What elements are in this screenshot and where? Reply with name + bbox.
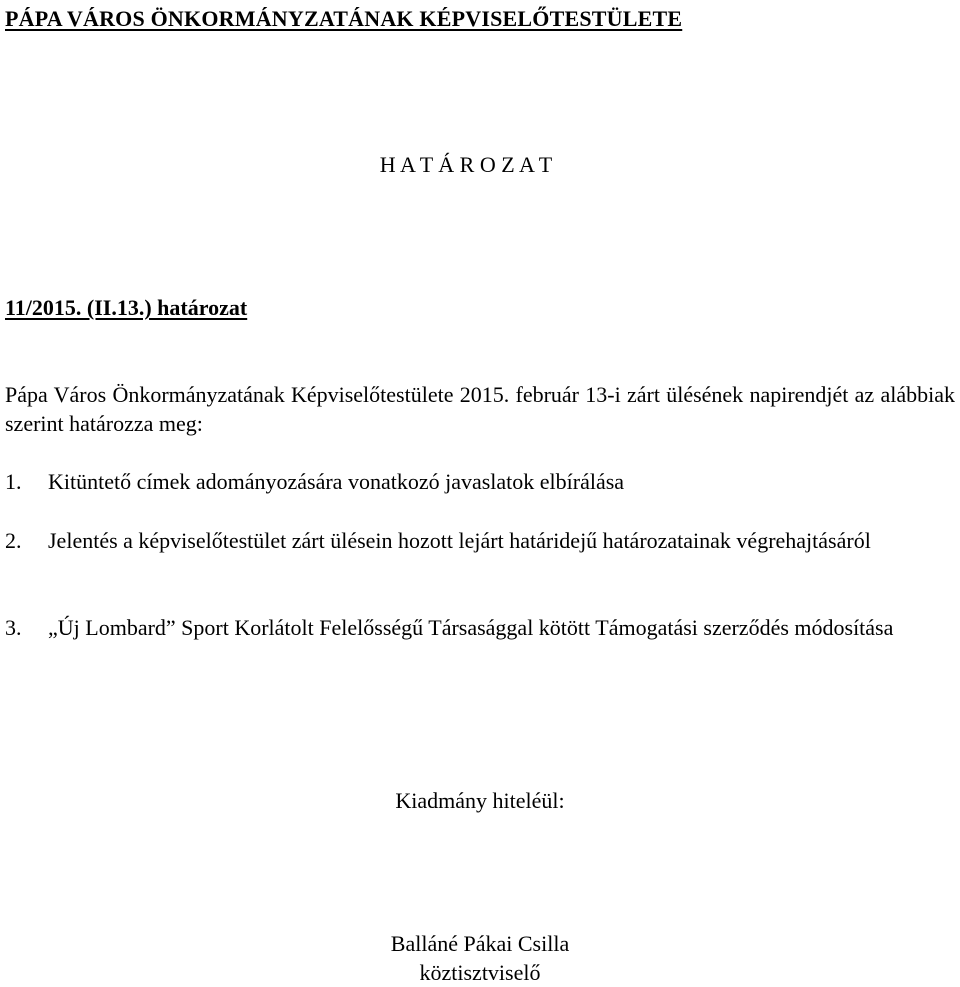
agenda-item-number: 3.: [5, 615, 22, 640]
agenda-item: [5, 613, 955, 642]
signatory-name: Balláné Pákai Csilla: [390, 931, 570, 956]
signatory-title: köztisztviselő: [419, 960, 541, 985]
agenda-item: [5, 526, 955, 555]
certification-label: Kiadmány hiteléül:: [395, 788, 565, 813]
agenda-item-number: 2.: [5, 528, 22, 553]
agenda-item-number: 1.: [5, 469, 22, 494]
agenda-item-text: „Új Lombard” Sport Korlátolt Felelősségű Társasággal kötött Támogatási szerződés módosítása: [48, 615, 894, 640]
resolution-intro-paragraph: Pápa Város Önkormányzatának Képviselőtestülete 2015. február 13-i zárt ülésének napirendjét az alábbiak szerint határozza meg:: [5, 382, 955, 436]
document-heading: H A T Á R O Z A T: [379, 152, 553, 177]
agenda-item-text: Kitüntető címek adományozására vonatkozó javaslatok elbírálása: [48, 469, 625, 494]
resolution-number: 11/2015. (II.13.) határozat: [5, 295, 248, 320]
organization-title: PÁPA VÁROS ÖNKORMÁNYZATÁNAK KÉPVISELŐTESTÜLETE: [5, 6, 683, 31]
agenda-item-text: Jelentés a képviselőtestület zárt ülésein hozott lejárt határidejű határozatainak végrehajtásáról: [48, 528, 871, 553]
agenda-item: [5, 467, 955, 496]
